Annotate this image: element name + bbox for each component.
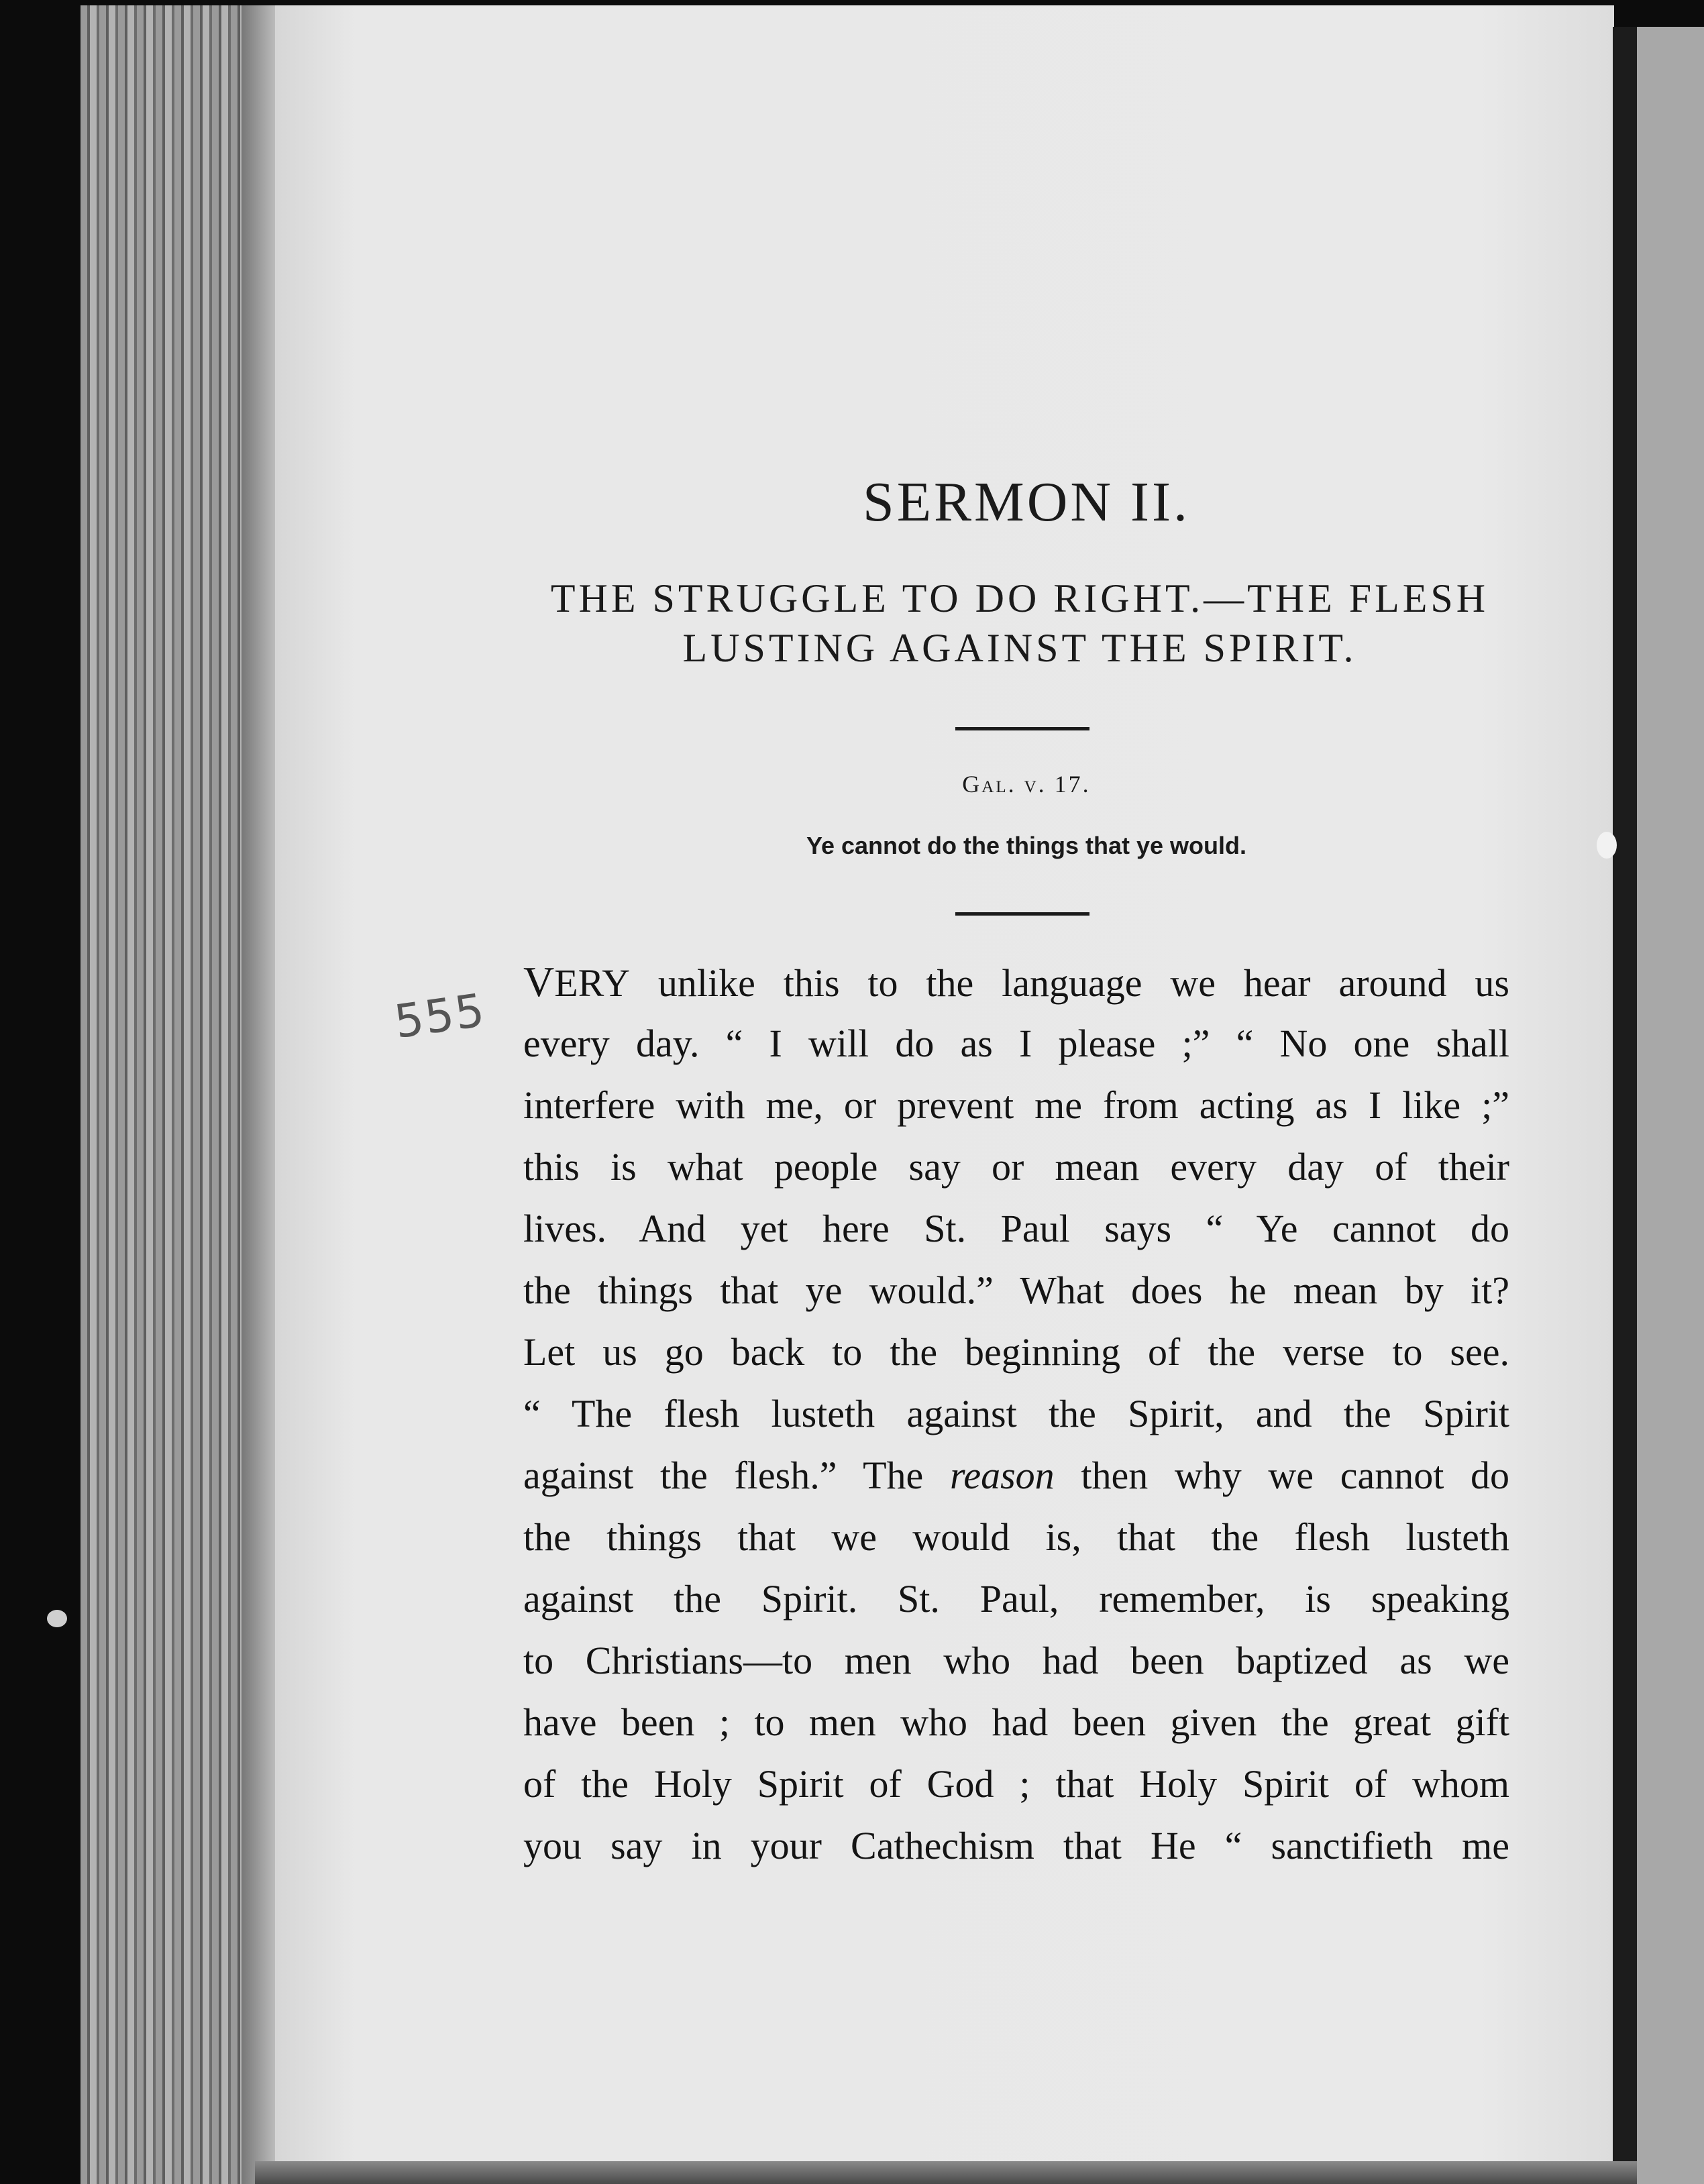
- body-line: the things that we would is, that the flesh lusteth: [523, 1515, 1509, 1559]
- body-line: to Christians—to men who had been baptized as we: [523, 1639, 1509, 1682]
- body-line-first: [523, 951, 1509, 1013]
- body-line: every day. “ I will do as I please ;” “ No one shall: [523, 1022, 1509, 1065]
- sermon-body: [523, 951, 1509, 1877]
- sermon-title-line-2: LUSTING AGAINST THE SPIRIT.: [682, 626, 1357, 670]
- scripture-epigraph: Ye cannot do the things that ye would.: [806, 832, 1247, 859]
- body-line: you say in your Cathechism that He “ sanctifieth me: [523, 1824, 1509, 1867]
- body-line: interfere with me, or prevent me from acting as I like ;”: [523, 1083, 1509, 1127]
- body-line: lives. And yet here St. Paul says “ Ye cannot do: [523, 1207, 1509, 1250]
- body-line: this is what people say or mean every day of their: [523, 1145, 1509, 1189]
- handwritten-margin-note: 555: [391, 983, 489, 1050]
- small-caps-lead: ERY: [554, 961, 631, 1005]
- scan-speck: [47, 1610, 67, 1627]
- scan-speck: [1597, 832, 1617, 859]
- body-line: against the flesh.” The reason then why we cannot do: [523, 1454, 1509, 1497]
- body-line: have been ; to men who had been given the great gift: [523, 1700, 1509, 1744]
- body-line: of the Holy Spirit of God ; that Holy Spirit of whom: [523, 1762, 1509, 1806]
- body-line: “ The flesh lusteth against the Spirit, and the Spirit: [523, 1392, 1509, 1435]
- divider-rule-bottom: [955, 912, 1089, 916]
- drop-cap: V: [523, 958, 555, 1005]
- emphasized-word: reason: [949, 1454, 1055, 1497]
- divider-rule-top: [955, 727, 1089, 730]
- first-line-text: unlike this to the language we hear around us: [630, 961, 1509, 1005]
- book-right-edge: [1613, 27, 1637, 2167]
- body-line: against the Spirit. St. Paul, remember, is speaking: [523, 1577, 1509, 1621]
- sermon-title-line-1: THE STRUGGLE TO DO RIGHT.—THE FLESH: [550, 576, 1489, 620]
- body-line: the things that ye would.” What does he mean by it?: [523, 1268, 1509, 1312]
- facing-page-sliver: [1637, 27, 1704, 2184]
- sermon-number: SERMON II.: [862, 471, 1190, 533]
- scripture-reference: Gal. v. 17.: [962, 771, 1091, 798]
- book-bottom-edge: [255, 2161, 1637, 2184]
- body-line: Let us go back to the beginning of the verse to see.: [523, 1330, 1509, 1374]
